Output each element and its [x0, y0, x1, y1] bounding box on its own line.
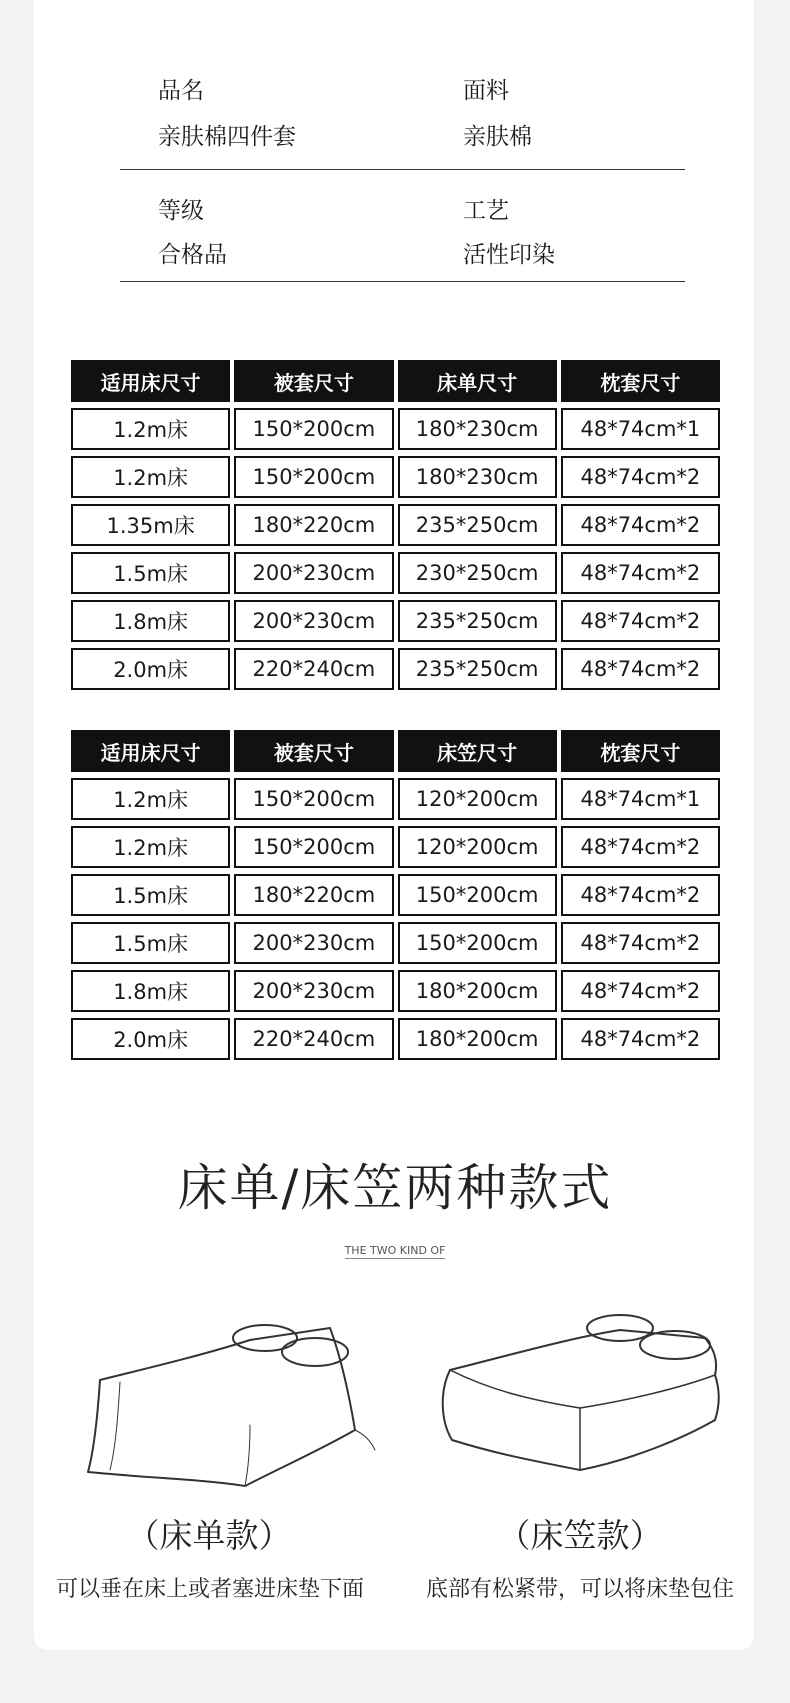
label-product-name: 品名: [158, 78, 204, 104]
table-cell: 180*200cm: [398, 1018, 557, 1060]
table-header: 被套尺寸: [234, 730, 393, 772]
flat-sheet-bed-illustration: [80, 1300, 390, 1490]
table-row: [71, 778, 720, 820]
table-row: [71, 970, 720, 1012]
table-row: [71, 826, 720, 868]
table-header: 适用床尺寸: [71, 360, 230, 402]
section-subtitle-text: THE TWO KIND OF: [344, 1244, 446, 1257]
table-cell: 2.0m床: [71, 1018, 230, 1060]
table-cell: 1.2m床: [71, 778, 230, 820]
table-cell: 48*74cm*2: [561, 504, 720, 546]
product-info: [120, 60, 685, 282]
table-cell: 180*230cm: [398, 408, 557, 450]
table-header: 被套尺寸: [234, 360, 393, 402]
table-cell: 120*200cm: [398, 826, 557, 868]
table-cell: 180*220cm: [234, 504, 393, 546]
table-row: [71, 600, 720, 642]
info-row-2: [120, 170, 685, 282]
info-row-1: [120, 60, 685, 170]
table-cell: 1.5m床: [71, 922, 230, 964]
table-header: 床单尺寸: [398, 360, 557, 402]
table-cell: 200*230cm: [234, 922, 393, 964]
table-row: [71, 874, 720, 916]
table-cell: 48*74cm*2: [561, 970, 720, 1012]
table-cell: 150*200cm: [234, 408, 393, 450]
table-row: [71, 456, 720, 498]
table-cell: 235*250cm: [398, 504, 557, 546]
label-fabric: 面料: [463, 78, 509, 104]
table-cell: 48*74cm*2: [561, 600, 720, 642]
table-cell: 200*230cm: [234, 552, 393, 594]
table-cell: 48*74cm*1: [561, 408, 720, 450]
table-row: [71, 1018, 720, 1060]
section-title: 床单/床笠两种款式: [177, 1159, 613, 1217]
table-cell: 48*74cm*1: [561, 778, 720, 820]
table-header: 枕套尺寸: [561, 360, 720, 402]
table-cell: 48*74cm*2: [561, 874, 720, 916]
table-cell: 230*250cm: [398, 552, 557, 594]
table-cell: 48*74cm*2: [561, 1018, 720, 1060]
table-cell: 1.2m床: [71, 456, 230, 498]
flat-sheet-caption: （床单款）: [126, 1516, 292, 1555]
table-cell: 48*74cm*2: [561, 648, 720, 690]
table-cell: 120*200cm: [398, 778, 557, 820]
table-cell: 1.8m床: [71, 600, 230, 642]
table-row: [71, 552, 720, 594]
fitted-sheet-description: 底部有松紧带，可以将床垫包住: [425, 1577, 734, 1602]
size-table-fitted-sheet: [67, 724, 724, 1066]
table-cell: 220*240cm: [234, 648, 393, 690]
table-row: [71, 408, 720, 450]
table-cell: 180*220cm: [234, 874, 393, 916]
fitted-sheet-caption: （床笠款）: [497, 1516, 663, 1555]
label-grade: 等级: [158, 198, 204, 224]
table-cell: 1.2m床: [71, 826, 230, 868]
value-grade: 合格品: [158, 242, 227, 268]
table-cell: 235*250cm: [398, 600, 557, 642]
table-cell: 48*74cm*2: [561, 552, 720, 594]
table-header: 枕套尺寸: [561, 730, 720, 772]
table-cell: 48*74cm*2: [561, 826, 720, 868]
table-cell: 200*230cm: [234, 600, 393, 642]
table-row: [71, 922, 720, 964]
table-cell: 150*200cm: [234, 778, 393, 820]
table-cell: 150*200cm: [234, 826, 393, 868]
table-cell: 1.5m床: [71, 552, 230, 594]
table-cell: 150*200cm: [234, 456, 393, 498]
value-fabric: 亲肤棉: [463, 124, 532, 150]
table-cell: 150*200cm: [398, 874, 557, 916]
table-cell: 1.2m床: [71, 408, 230, 450]
table-cell: 48*74cm*2: [561, 456, 720, 498]
fitted-sheet-bed-illustration: [430, 1300, 730, 1490]
size-table-flat-sheet: [67, 354, 724, 696]
table-cell: 180*200cm: [398, 970, 557, 1012]
value-product-name: 亲肤棉四件套: [158, 124, 296, 150]
table-cell: 150*200cm: [398, 922, 557, 964]
table-header: 适用床尺寸: [71, 730, 230, 772]
label-craft: 工艺: [463, 198, 509, 224]
table-header: 床笠尺寸: [398, 730, 557, 772]
table-cell: 48*74cm*2: [561, 922, 720, 964]
table-cell: 200*230cm: [234, 970, 393, 1012]
table-cell: 180*230cm: [398, 456, 557, 498]
value-craft: 活性印染: [463, 242, 555, 268]
divider: [120, 281, 685, 282]
table-cell: 1.8m床: [71, 970, 230, 1012]
section-subtitle: [0, 1244, 790, 1257]
table-row: [71, 648, 720, 690]
table-cell: 1.5m床: [71, 874, 230, 916]
table-cell: 235*250cm: [398, 648, 557, 690]
table-row: [71, 504, 720, 546]
flat-sheet-description: 可以垂在床上或者塞进床垫下面: [55, 1577, 364, 1602]
table-cell: 2.0m床: [71, 648, 230, 690]
table-cell: 220*240cm: [234, 1018, 393, 1060]
table-cell: 1.35m床: [71, 504, 230, 546]
